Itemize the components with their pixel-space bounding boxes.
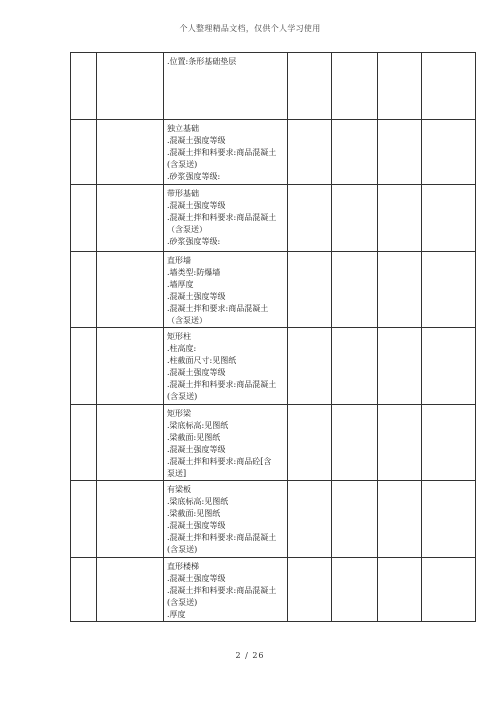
description-cell [164,328,288,405]
page-number-current: 2 [235,651,242,660]
description-line: .位置:条形基础垫层 [167,57,237,66]
description-cell [164,120,288,185]
description-line: .混凝土拌和料要求:商品混凝土 [167,380,277,389]
unit-price-cell [378,328,422,405]
description-cell [164,405,288,481]
description-line: 矩形柱 [167,332,191,341]
code-cell [97,53,164,120]
page-number-total: 26 [252,651,265,660]
total-price-cell [422,53,476,120]
description-line: .混凝土拌和料要求:商品混凝土 [167,586,277,595]
code-cell [97,481,164,558]
code-cell [97,405,164,481]
description-line: (含泵送) [167,598,198,607]
total-price-cell [422,405,476,481]
description-cell [164,558,288,622]
description-line: .混凝土强度等级 [167,136,226,145]
code-cell [97,185,164,252]
unit-cell [288,53,332,120]
total-price-cell [422,185,476,252]
serial-cell [71,405,97,481]
quantity-cell [332,558,378,622]
description-line: .柱截面尺寸:见图纸 [167,356,237,365]
description-line: (含泵送) [167,160,198,169]
description-line: .梁底标高:见图纸 [167,497,229,506]
description-line: .砂浆强度等级: [167,237,221,246]
page-footer [0,651,500,660]
table-row [71,481,476,558]
description-line: (含泵送) [167,545,198,554]
unit-price-cell [378,481,422,558]
table-row [71,405,476,481]
total-price-cell [422,558,476,622]
description-line: .混凝土拌和料要求:商品混凝土 [167,213,277,222]
unit-price-cell [378,185,422,252]
description-line: 有梁板 [167,485,191,494]
description-line: .混凝土拌和要求:商品混凝土 [167,304,269,313]
serial-cell [71,481,97,558]
description-line: 带形基础 [167,189,199,198]
description-line: .厚度 [167,610,186,619]
quantity-cell [332,252,378,328]
bill-table-body [71,53,476,622]
total-price-cell [422,328,476,405]
description-line: .砂浆强度等级: [167,172,221,181]
unit-cell [288,185,332,252]
description-line: 直形楼梯 [167,562,199,571]
table-row [71,252,476,328]
quantity-cell [332,185,378,252]
description-line: .墙厚度 [167,280,194,289]
unit-cell [288,558,332,622]
description-line: .混凝土拌和料要求:商品砼[含 [167,457,272,466]
unit-price-cell [378,120,422,185]
description-cell [164,53,288,120]
description-line: 矩形梁 [167,409,191,418]
unit-cell [288,405,332,481]
unit-price-cell [378,405,422,481]
description-line: .混凝土强度等级 [167,521,226,530]
table-row [71,120,476,185]
quantity-cell [332,481,378,558]
page-header [0,23,500,34]
bill-of-quantities-table [70,52,476,622]
quantity-cell [332,328,378,405]
unit-price-cell [378,252,422,328]
quantity-cell [332,405,378,481]
description-line: .混凝土强度等级 [167,292,226,301]
description-line: .混凝土拌和料要求:商品混凝土 [167,533,277,542]
total-price-cell [422,481,476,558]
table-row [71,558,476,622]
unit-cell [288,328,332,405]
description-line: .混凝土强度等级 [167,445,226,454]
description-line: （含泵送） [167,316,207,325]
description-line: 泵送] [167,469,187,478]
description-line: .梁截面:见图纸 [167,433,221,442]
description-line: （含泵送） [167,225,207,234]
total-price-cell [422,252,476,328]
serial-cell [71,328,97,405]
description-cell [164,252,288,328]
total-price-cell [422,120,476,185]
description-line: 直形墙 [167,256,191,265]
page-header-text: 个人整理精品文档，仅供个人学习使用 [179,24,321,33]
description-line: .混凝土强度等级 [167,368,226,377]
quantity-cell [332,53,378,120]
description-line: .混凝土强度等级 [167,574,226,583]
table-row [71,328,476,405]
description-line: 独立基础 [167,124,199,133]
unit-price-cell [378,558,422,622]
description-line: .混凝土强度等级 [167,201,226,210]
code-cell [97,252,164,328]
serial-cell [71,558,97,622]
serial-cell [71,185,97,252]
description-line: .墙类型:防爆墙 [167,268,221,277]
description-line: (含泵送) [167,392,198,401]
quantity-cell [332,120,378,185]
code-cell [97,120,164,185]
description-line: .梁底标高:见图纸 [167,421,229,430]
unit-cell [288,120,332,185]
description-line: .柱高度: [167,344,197,353]
page-number-separator: / [245,651,249,660]
code-cell [97,328,164,405]
unit-price-cell [378,53,422,120]
description-line: .混凝土拌和料要求:商品混凝土 [167,148,277,157]
table-row [71,185,476,252]
description-line: .梁截面:见图纸 [167,509,221,518]
description-cell [164,481,288,558]
description-cell [164,185,288,252]
serial-cell [71,252,97,328]
table-row [71,53,476,120]
unit-cell [288,252,332,328]
code-cell [97,558,164,622]
unit-cell [288,481,332,558]
serial-cell [71,120,97,185]
serial-cell [71,53,97,120]
